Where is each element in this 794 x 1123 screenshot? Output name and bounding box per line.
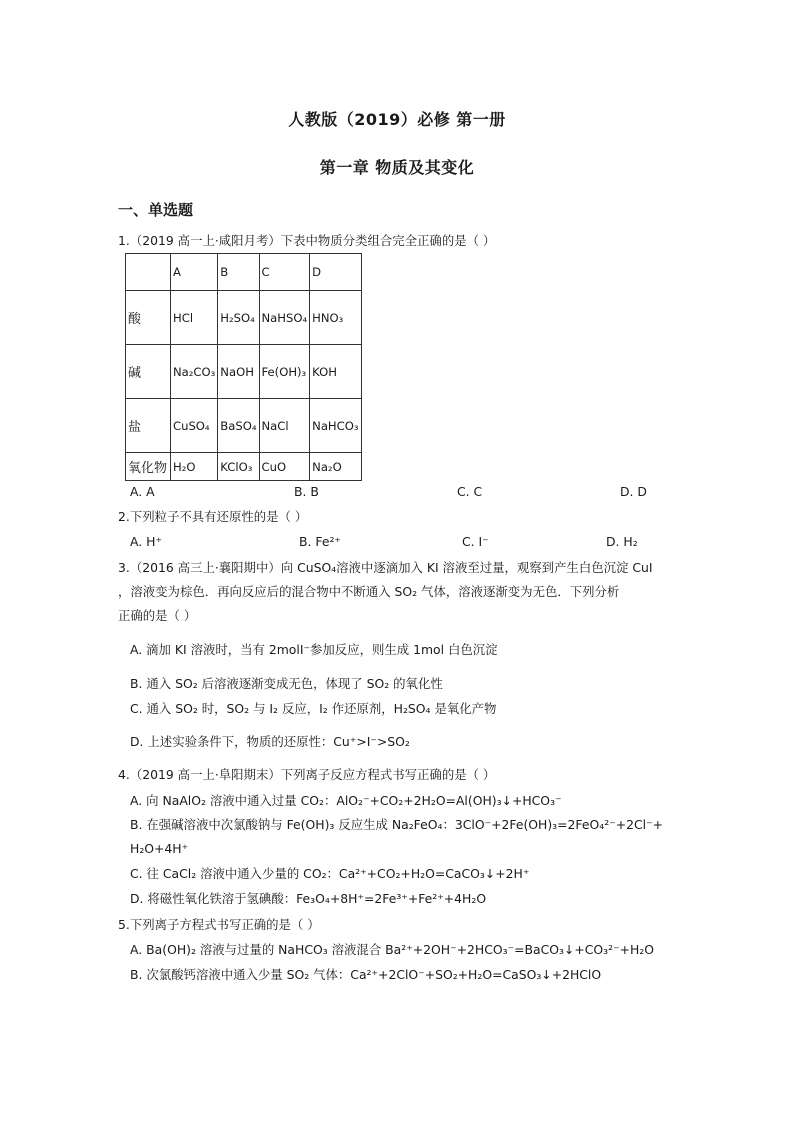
- q3-stem-line2: ，溶液变为棕色．再向反应后的混合物中不断通入 SO₂ 气体，溶液逐渐变为无色．下列分析: [118, 584, 620, 599]
- table-cell: HCl: [171, 291, 218, 345]
- q4-option-b[interactable]: B. 在强碱溶液中次氯酸钠与 Fe(OH)₃ 反应生成 Na₂FeO₄：3ClO⁻+2Fe(OH)₃=2FeO₄²⁻+2Cl⁻+: [130, 817, 664, 832]
- table-cell: H₂O: [171, 453, 218, 481]
- q2-stem: 2.下列粒子不具有还原性的是（ ）: [118, 509, 308, 524]
- table-row: [126, 291, 362, 345]
- document-title: 人教版（2019）必修 第一册: [288, 110, 506, 129]
- q3-option-c[interactable]: C. 通入 SO₂ 时，SO₂ 与 I₂ 反应，I₂ 作还原剂，H₂SO₄ 是氧化产物: [130, 701, 497, 716]
- q3-stem-line3: 正确的是（ ）: [118, 608, 197, 623]
- q2-option-d[interactable]: D. H₂: [606, 534, 638, 549]
- q2-option-b[interactable]: B. Fe²⁺: [299, 534, 341, 549]
- table-cell: [126, 254, 171, 291]
- q2-option-a[interactable]: A. H⁺: [130, 534, 162, 549]
- q5-option-a[interactable]: A. Ba(OH)₂ 溶液与过量的 NaHCO₃ 溶液混合 Ba²⁺+2OH⁻+2HCO₃⁻=BaCO₃↓+CO₃²⁻+H₂O: [130, 942, 655, 957]
- table-cell: NaHSO₄: [259, 291, 310, 345]
- q3-option-d[interactable]: D. 上述实验条件下，物质的还原性：Cu⁺>I⁻>SO₂: [130, 734, 410, 749]
- table-cell: H₂SO₄: [218, 291, 259, 345]
- q4-option-c[interactable]: C. 往 CaCl₂ 溶液中通入少量的 CO₂：Ca²⁺+CO₂+H₂O=CaCO₃↓+2H⁺: [130, 866, 530, 881]
- q1-option-a[interactable]: A. A: [130, 484, 155, 499]
- q2-option-c[interactable]: C. I⁻: [462, 534, 489, 549]
- table-cell: C: [259, 254, 310, 291]
- q5-stem: 5.下列离子方程式书写正确的是（ ）: [118, 917, 320, 932]
- row-header: 氧化物: [126, 453, 171, 481]
- row-header: 盐: [126, 399, 171, 453]
- table-row: [126, 345, 362, 399]
- table-cell: D: [310, 254, 361, 291]
- q3-stem-line1: 3.（2016 高三上·襄阳期中）向 CuSO₄溶液中逐滴加入 KI 溶液至过量，观察到产生白色沉淀 CuI: [118, 560, 653, 575]
- q1-stem: 1.（2019 高一上·咸阳月考）下表中物质分类组合完全正确的是（ ）: [118, 233, 496, 248]
- q4-stem: 4.（2019 高一上·阜阳期末）下列离子反应方程式书写正确的是（ ）: [118, 767, 496, 782]
- table-header-row: [126, 254, 362, 291]
- table-cell: CuO: [259, 453, 310, 481]
- classification-table: [125, 253, 362, 481]
- table-cell: BaSO₄: [218, 399, 259, 453]
- row-header: 酸: [126, 291, 171, 345]
- q4-option-a[interactable]: A. 向 NaAlO₂ 溶液中通入过量 CO₂：AlO₂⁻+CO₂+2H₂O=Al(OH)₃↓+HCO₃⁻: [130, 793, 562, 808]
- row-header: 碱: [126, 345, 171, 399]
- table-cell: Na₂O: [310, 453, 361, 481]
- table-cell: B: [218, 254, 259, 291]
- chapter-title: 第一章 物质及其变化: [319, 158, 475, 177]
- table-cell: KClO₃: [218, 453, 259, 481]
- q1-option-d[interactable]: D. D: [620, 484, 647, 499]
- table-row: [126, 453, 362, 481]
- table-row: [126, 399, 362, 453]
- section-heading: 一、单选题: [118, 201, 194, 219]
- table-cell: HNO₃: [310, 291, 361, 345]
- table-cell: NaHCO₃: [310, 399, 361, 453]
- q4-option-b-cont: H₂O+4H⁺: [130, 841, 189, 856]
- table-cell: A: [171, 254, 218, 291]
- table-cell: NaCl: [259, 399, 310, 453]
- table-cell: Fe(OH)₃: [259, 345, 310, 399]
- q1-option-b[interactable]: B. B: [294, 484, 319, 499]
- q5-option-b[interactable]: B. 次氯酸钙溶液中通入少量 SO₂ 气体：Ca²⁺+2ClO⁻+SO₂+H₂O=CaSO₃↓+2HClO: [130, 967, 602, 982]
- table-cell: KOH: [310, 345, 361, 399]
- q4-option-d[interactable]: D. 将磁性氧化铁溶于氢碘酸：Fe₃O₄+8H⁺=2Fe³⁺+Fe²⁺+4H₂O: [130, 891, 487, 906]
- q1-option-c[interactable]: C. C: [457, 484, 483, 499]
- table-cell: NaOH: [218, 345, 259, 399]
- table-cell: CuSO₄: [171, 399, 218, 453]
- q3-option-a[interactable]: A. 滴加 KI 溶液时，当有 2molI⁻参加反应，则生成 1mol 白色沉淀: [130, 642, 498, 657]
- table-cell: Na₂CO₃: [171, 345, 218, 399]
- q3-option-b[interactable]: B. 通入 SO₂ 后溶液逐渐变成无色，体现了 SO₂ 的氧化性: [130, 676, 443, 691]
